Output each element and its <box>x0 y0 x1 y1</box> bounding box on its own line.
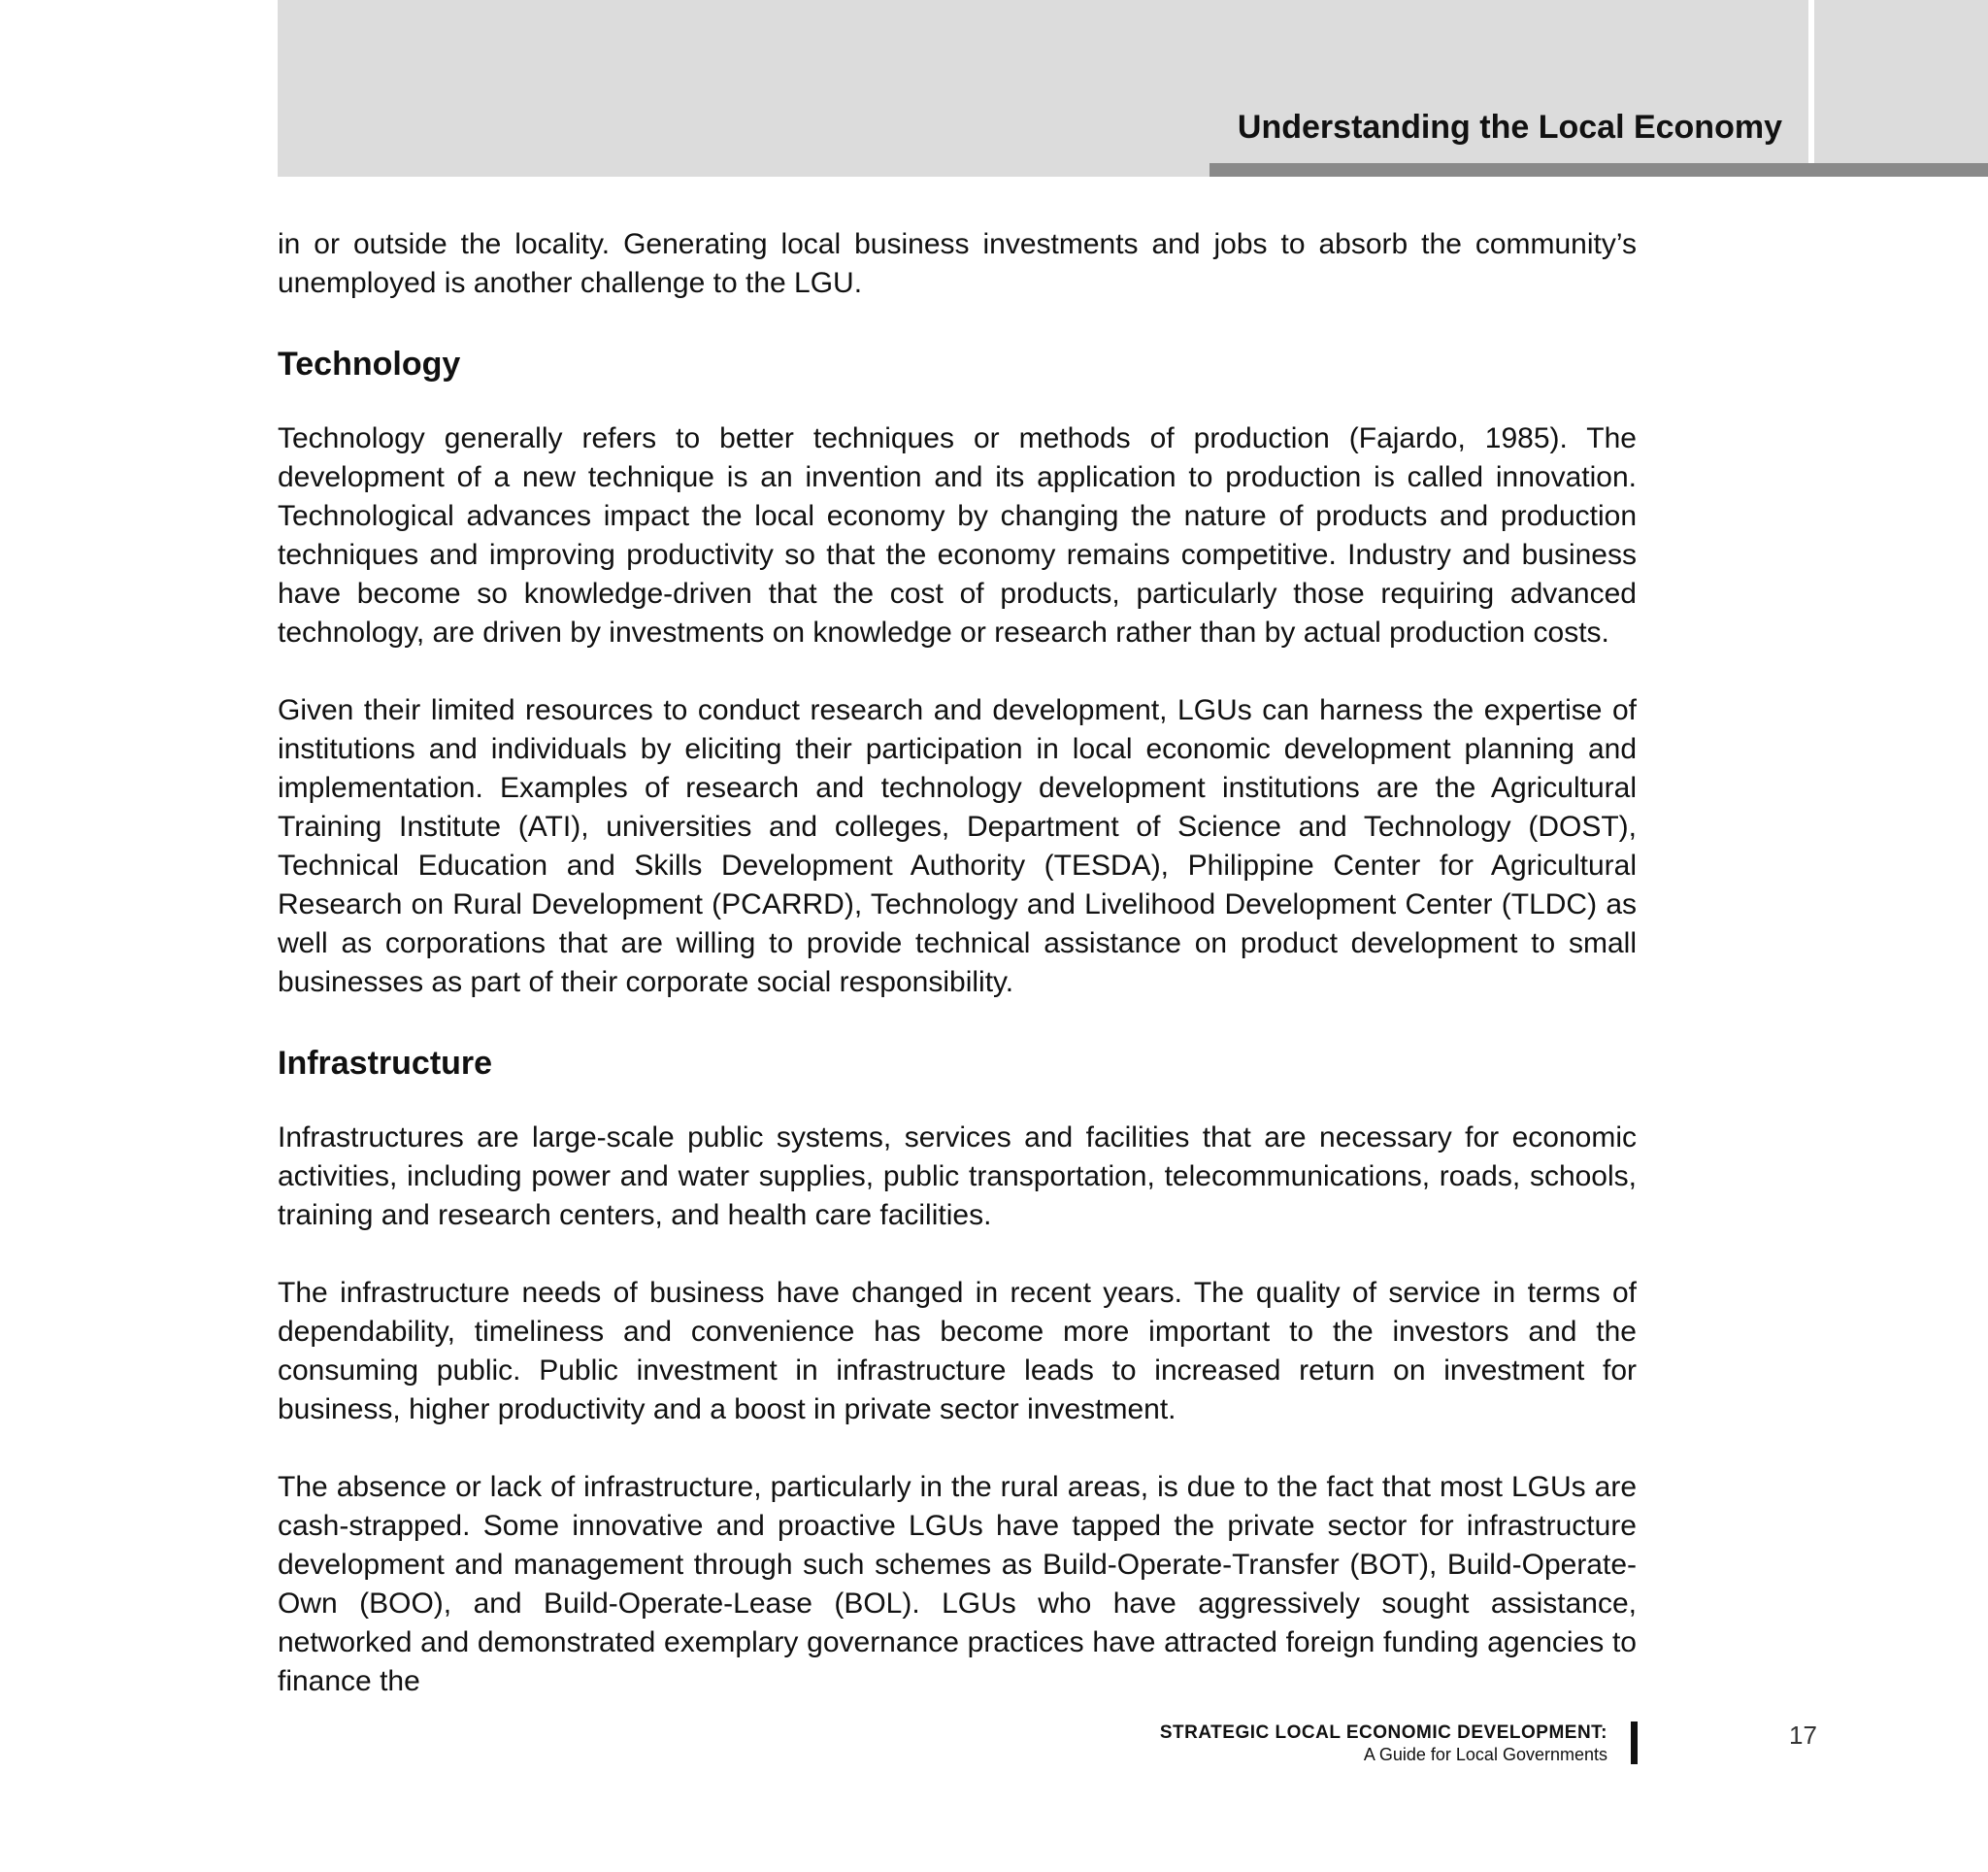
header-right-block <box>1814 0 1988 163</box>
page-content <box>278 225 1637 1740</box>
infrastructure-paragraph-3: The absence or lack of infrastructure, particularly in the rural areas, is due to the fact that most LGUs are cash-strapped. Some innovative and proactive LGUs have tapped the private sector for infrastructure development and management through such schemes as Build-Operate-Transfer (BOT), Build-Operate-Own (BOO), and Build-Operate-Lease (BOL). LGUs who have aggressively sought assistance, networked and demonstrated exemplary governance practices have attracted foreign funding agencies to finance the <box>278 1471 1637 1697</box>
footer-divider-bar <box>1631 1722 1638 1764</box>
footer-book-title <box>1160 1722 1607 1765</box>
infrastructure-paragraph-2: The infrastructure needs of business have changed in recent years. The quality of service in terms of dependability, timeliness and convenience has become more important to the investors and the consuming public. Public investment in infrastructure leads to increased return on investment for business, higher productivity and a boost in private sector investment. <box>278 1277 1637 1425</box>
technology-paragraph-1: Technology generally refers to better techniques or methods of production (Fajardo, 1985). The development of a new technique is an invention and its application to production is called innovation. Technological advances impact the local economy by changing the nature of products and production techniques and improving productivity so that the economy remains competitive. Industry and business have become so knowledge-driven that the cost of products, particularly those requiring advanced technology, are driven by investments on knowledge or research rather than by actual production costs. <box>278 422 1637 649</box>
page-number: 17 <box>1789 1721 1817 1750</box>
infrastructure-heading: Infrastructure <box>278 1045 493 1082</box>
running-header-title: Understanding the Local Economy <box>1237 109 1782 146</box>
intro-paragraph: in or outside the locality. Generating local business investments and jobs to absorb the community’s unemployed is another challenge to the LGU. <box>278 228 1637 299</box>
technology-heading: Technology <box>278 346 461 383</box>
header-band <box>278 0 1808 177</box>
footer-subtitle: A Guide for Local Governments <box>1363 1745 1607 1764</box>
technology-paragraph-2: Given their limited resources to conduct research and development, LGUs can harness the expertise of institutions and individuals by eliciting their participation in local economic development planning and implementation. Examples of research and technology development institutions are the Agricultural Training Institute (ATI), universities and colleges, Department of Science and Technology (DOST), Technical Education and Skills Development Authority (TESDA), Philippine Center for Agricultural Research on Rural Development (PCARRD), Technology and Livelihood Development Center (TLDC) as well as corporations that are willing to provide technical assistance on product development to small businesses as part of their corporate social responsibility. <box>278 694 1637 998</box>
header-underline <box>1209 163 1988 177</box>
footer-title: STRATEGIC LOCAL ECONOMIC DEVELOPMENT: <box>1159 1722 1607 1743</box>
infrastructure-paragraph-1: Infrastructures are large-scale public systems, services and facilities that are necessary for economic activities, including power and water supplies, public transportation, telecommunications, roads, schools, training and research centers, and health care facilities. <box>278 1121 1637 1231</box>
